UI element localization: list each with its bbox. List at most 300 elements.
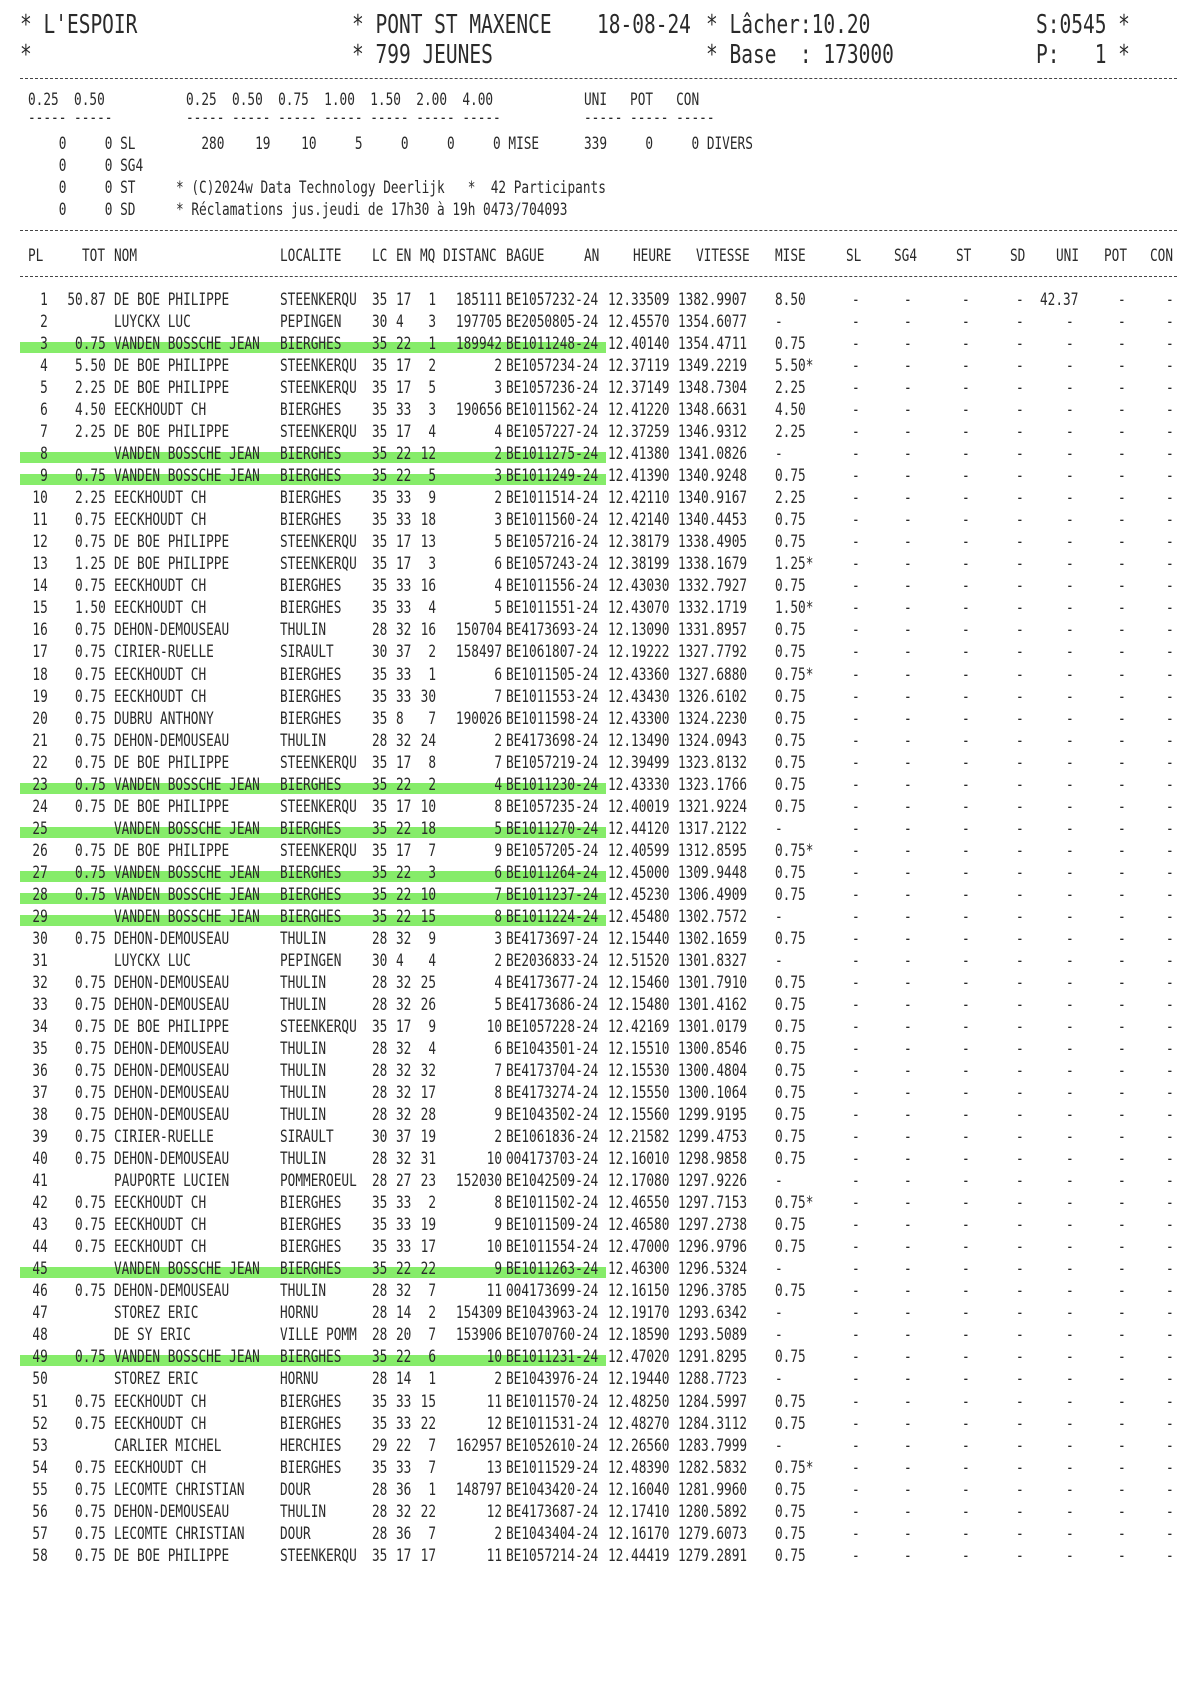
table-row [0,1414,1190,1436]
cell-vit: 1301.7910 [678,972,748,993]
cell-dist: 5 [494,994,502,1015]
cell-bague: BE1057232-24 [506,290,599,310]
cell-en: 36 [396,1523,412,1544]
cell-st: - [962,1479,970,1500]
cell-pl: 10 [32,488,48,509]
cell-lc: 28 [372,1325,388,1346]
cell-sd: - [1016,752,1024,773]
cell-bague: BE1057235-24 [506,796,599,817]
cell-mq: 7 [428,1281,436,1302]
cell-en: 17 [396,290,412,310]
cell-lc: 35 [372,1259,388,1280]
table-row [0,444,1190,466]
cell-heure: 12.15440 [608,928,670,949]
cell-vit: 1338.1679 [678,554,748,575]
cell-sl: - [852,1083,860,1104]
cell-pot: - [1118,1347,1126,1368]
cell-bague: BE4173704-24 [506,1061,599,1082]
cell-uni: - [1066,1435,1074,1456]
cell-sd: - [1016,950,1024,971]
cell-dist: 8 [494,1083,502,1104]
cell-sd: - [1016,554,1024,575]
cell-loc: THULIN [280,1281,327,1302]
table-row [0,532,1190,554]
cell-vit: 1279.6073 [678,1523,748,1544]
cell-sd: - [1016,1016,1024,1037]
cell-dist: 10 [486,1016,502,1037]
cell-sg4: - [904,532,912,553]
cell-vit: 1291.8295 [678,1347,748,1368]
cell-nom: DE BOE PHILIPPE [114,356,230,377]
cell-pl: 54 [32,1457,48,1478]
cell-dist: 12 [486,1413,502,1434]
cell-dist: 3 [494,466,502,487]
cell-st: - [962,334,970,355]
cell-mq: 18 [420,818,436,839]
cell-bague: 004173703-24 [506,1149,599,1170]
cell-loc: STEENKERQU [280,290,357,310]
cell-tot: 0.75 [75,884,106,905]
table-row [0,1303,1190,1325]
cell-con: - [1166,290,1174,310]
cell-bague: BE1011509-24 [506,1215,599,1236]
cell-con: - [1166,1171,1174,1192]
cell-vit: 1338.4905 [678,532,748,553]
cell-loc: THULIN [280,994,327,1015]
cell-mq: 6 [428,1347,436,1368]
cell-nom: EECKHOUDT CH [114,510,207,531]
cell-sd: - [1016,312,1024,333]
cell-en: 4 [396,950,404,971]
cell-sl: - [852,488,860,509]
cell-mq: 7 [428,1523,436,1544]
cell-vit: 1332.1719 [678,598,748,619]
cell-heure: 12.46550 [608,1193,670,1214]
cell-dist: 9 [494,840,502,861]
cell-pot: - [1118,290,1126,310]
cell-sd: - [1016,796,1024,817]
cell-mise: 0.75 [775,708,806,729]
cell-nom: DEHON-DEMOUSEAU [114,1083,230,1104]
cell-vit: 1296.3785 [678,1281,748,1302]
cell-uni: - [1066,1171,1074,1192]
cell-lc: 28 [372,1281,388,1302]
table-row [0,1039,1190,1061]
cell-tot: 0.75 [75,1039,106,1060]
cell-loc: STEENKERQU [280,554,357,575]
cell-en: 22 [396,818,412,839]
cell-sl: - [852,466,860,487]
cell-con: - [1166,1479,1174,1500]
cell-sl: - [852,818,860,839]
cell-pot: - [1118,312,1126,333]
cell-nom: DE BOE PHILIPPE [114,290,230,310]
cell-st: - [962,774,970,795]
cell-pl: 25 [32,818,48,839]
cell-st: - [962,1391,970,1412]
cell-dist: 6 [494,1039,502,1060]
cell-loc: THULIN [280,972,327,993]
cell-vit: 1331.8957 [678,620,748,641]
cell-bague: BE4173697-24 [506,928,599,949]
cell-sg4: - [904,488,912,509]
cell-con: - [1166,950,1174,971]
cell-bague: BE1011275-24 [506,444,599,465]
software-credit: * (C)2024w Data Technology Deerlijk * 42 Participants [176,178,606,198]
cell-nom: LUYCKX LUC [114,950,191,971]
cell-st: - [962,730,970,751]
cell-uni: - [1066,796,1074,817]
cell-nom: DE BOE PHILIPPE [114,1016,230,1037]
cell-bague: BE1043502-24 [506,1105,599,1126]
cell-en: 32 [396,1149,412,1170]
cell-bague: BE1011560-24 [506,510,599,531]
cell-loc: BIERGHES [280,334,342,355]
cell-vit: 1302.1659 [678,928,748,949]
cell-heure: 12.15560 [608,1105,670,1126]
cell-en: 32 [396,1083,412,1104]
cell-pot: - [1118,1391,1126,1412]
cell-pot: - [1118,598,1126,619]
cell-pot: - [1118,1259,1126,1280]
cell-heure: 12.33509 [608,290,670,310]
cell-loc: BIERGHES [280,774,342,795]
cell-sl: - [852,444,860,465]
cell-nom: DE BOE PHILIPPE [114,532,230,553]
race-location: * PONT ST MAXENCE [352,10,552,40]
cell-nom: DEHON-DEMOUSEAU [114,1149,230,1170]
cell-lc: 28 [372,1369,388,1390]
cell-mq: 4 [428,1039,436,1060]
cell-pl: 12 [32,532,48,553]
cell-pl: 31 [32,950,48,971]
cell-uni: - [1066,972,1074,993]
cell-nom: DEHON-DEMOUSEAU [114,1061,230,1082]
cell-vit: 1327.7792 [678,642,748,663]
cell-nom: VANDEN BOSSCHE JEAN [114,1347,260,1368]
cell-sl: - [852,1303,860,1324]
cell-mq: 17 [420,1083,436,1104]
cell-mise: 0.75 [775,510,806,531]
cell-mq: 1 [428,1479,436,1500]
cell-lc: 28 [372,620,388,641]
cell-bague: BE1057205-24 [506,840,599,861]
table-row [0,356,1190,378]
cell-pl: 34 [32,1016,48,1037]
cell-tot: 0.75 [75,972,106,993]
cell-lc: 30 [372,312,388,333]
cell-sg4: - [904,554,912,575]
cell-sl: - [852,598,860,619]
cell-pl: 49 [32,1347,48,1368]
cell-sl: - [852,422,860,443]
cell-nom: EECKHOUDT CH [114,1391,207,1412]
cell-lc: 35 [372,1215,388,1236]
cell-heure: 12.45570 [608,312,670,333]
cell-lc: 28 [372,1303,388,1324]
cell-bague: BE4173274-24 [506,1083,599,1104]
cell-dist: 2 [494,1127,502,1148]
cell-mise: 0.75 [775,1127,806,1148]
cell-dist: 4 [494,972,502,993]
cell-heure: 12.43360 [608,664,670,685]
cell-heure: 12.45000 [608,862,670,883]
cell-dist: 154309 [455,1303,502,1324]
cell-con: - [1166,1016,1174,1037]
cell-lc: 30 [372,642,388,663]
cell-loc: THULIN [280,1105,327,1126]
cell-bague: BE1011553-24 [506,686,599,707]
cell-pl: 1 [40,290,48,310]
cell-mise: - [775,950,783,971]
col-con: CON [1150,246,1174,266]
cell-sl: - [852,1149,860,1170]
cell-sd: - [1016,994,1024,1015]
cell-vit: 1354.6077 [678,312,748,333]
cell-mq: 15 [420,906,436,927]
cell-pot: - [1118,1523,1126,1544]
cell-lc: 35 [372,1391,388,1412]
cell-dist: 2 [494,730,502,751]
cell-sg4: - [904,1127,912,1148]
cell-st: - [962,312,970,333]
cell-loc: STEENKERQU [280,1016,357,1037]
cell-bague: BE1011270-24 [506,818,599,839]
cell-con: - [1166,1061,1174,1082]
cell-loc: STEENKERQU [280,840,357,861]
race-category: * 799 JEUNES [352,40,493,70]
cell-pl: 48 [32,1325,48,1346]
cell-en: 33 [396,1391,412,1412]
cell-bague: BE1011263-24 [506,1259,599,1280]
cell-uni: - [1066,1391,1074,1412]
header-rule [20,78,1177,79]
cell-nom: DEHON-DEMOUSEAU [114,620,230,641]
cell-heure: 12.43430 [608,686,670,707]
cell-st: - [962,356,970,377]
cell-st: - [962,400,970,421]
cell-dist: 2 [494,1369,502,1390]
cell-loc: THULIN [280,1149,327,1170]
cell-pot: - [1118,1016,1126,1037]
cell-uni: - [1066,686,1074,707]
cell-vit: 1299.9195 [678,1105,748,1126]
cell-con: - [1166,598,1174,619]
cell-st: - [962,1193,970,1214]
cell-pl: 39 [32,1127,48,1148]
cell-dist: 10 [486,1347,502,1368]
cell-pl: 44 [32,1237,48,1258]
summary-divers-line: 339 0 0 DIVERS [584,134,753,154]
cell-nom: DE SY ERIC [114,1325,191,1346]
cell-en: 14 [396,1303,412,1324]
cell-dist: 162957 [455,1435,502,1456]
col-localite: LOCALITE [280,246,342,266]
cell-mq: 12 [420,444,436,465]
cell-mq: 2 [428,1193,436,1214]
cell-mq: 7 [428,840,436,861]
release-time: * Lâcher:10.20 [706,10,871,40]
cell-uni: - [1066,576,1074,597]
cell-dist: 4 [494,774,502,795]
cell-lc: 35 [372,796,388,817]
cell-st: - [962,818,970,839]
cell-sg4: - [904,994,912,1015]
table-row [0,1325,1190,1347]
cell-loc: BIERGHES [280,1347,342,1368]
cell-pot: - [1118,334,1126,355]
cell-pl: 33 [32,994,48,1015]
cell-en: 33 [396,1457,412,1478]
cell-bague: BE1052610-24 [506,1435,599,1456]
cell-vit: 1309.9448 [678,862,748,883]
cell-bague: BE1011249-24 [506,466,599,487]
summary-row-sd: 0 0 SD [28,200,136,220]
cell-mise: 0.75 [775,994,806,1015]
cell-uni: - [1066,1325,1074,1346]
cell-pot: - [1118,730,1126,751]
cell-dist: 152030 [455,1171,502,1192]
cell-en: 8 [396,708,404,729]
cell-tot: 0.75 [75,928,106,949]
cell-uni: - [1066,422,1074,443]
cell-en: 22 [396,1347,412,1368]
cell-mq: 3 [428,862,436,883]
cell-mise: 0.75 [775,1523,806,1544]
cell-pl: 57 [32,1523,48,1544]
cell-con: - [1166,334,1174,355]
cell-en: 33 [396,1413,412,1434]
cell-lc: 30 [372,1127,388,1148]
cell-bague: BE1057216-24 [506,532,599,553]
cell-dist: 11 [486,1391,502,1412]
cell-st: - [962,1215,970,1236]
cell-vit: 1317.2122 [678,818,748,839]
cell-pl: 37 [32,1083,48,1104]
cell-bague: BE1011554-24 [506,1237,599,1258]
cell-sg4: - [904,620,912,641]
cell-vit: 1323.1766 [678,774,748,795]
cell-en: 4 [396,312,404,333]
cell-con: - [1166,796,1174,817]
cell-mq: 13 [420,532,436,553]
cell-pl: 9 [40,466,48,487]
cell-heure: 12.16170 [608,1523,670,1544]
cell-en: 17 [396,356,412,377]
cell-mise: 0.75 [775,1237,806,1258]
cell-uni: - [1066,598,1074,619]
cell-uni: - [1066,1413,1074,1434]
cell-en: 22 [396,774,412,795]
summary-row-sl: 0 0 SL [28,134,136,154]
col-an: AN [584,246,600,266]
cell-pot: - [1118,752,1126,773]
cell-pot: - [1118,1545,1126,1566]
cell-dist: 4 [494,422,502,443]
cell-heure: 12.15550 [608,1083,670,1104]
cell-st: - [962,422,970,443]
cell-bague: BE1043420-24 [506,1479,599,1500]
cell-pl: 43 [32,1215,48,1236]
cell-mise: 0.75 [775,730,806,751]
cell-nom: LUYCKX LUC [114,312,191,333]
cell-dist: 12 [486,1501,502,1522]
cell-loc: BIERGHES [280,1391,342,1412]
cell-tot: 0.75 [75,1545,106,1566]
cell-en: 32 [396,1281,412,1302]
cell-tot: 0.75 [75,708,106,729]
cell-st: - [962,1413,970,1434]
col-st: ST [956,246,972,266]
cell-nom: DEHON-DEMOUSEAU [114,994,230,1015]
cell-sd: - [1016,1369,1024,1390]
table-row [0,1061,1190,1083]
cell-mq: 17 [420,1545,436,1566]
cell-st: - [962,1501,970,1522]
cell-st: - [962,1435,970,1456]
table-row [0,929,1190,951]
cell-st: - [962,290,970,310]
cell-mise: 0.75 [775,1501,806,1522]
cell-sg4: - [904,1171,912,1192]
cell-loc: SIRAULT [280,1127,334,1148]
cell-dist: 190026 [455,708,502,729]
cell-st: - [962,1149,970,1170]
cell-heure: 12.37149 [608,378,670,399]
cell-bague: BE1057214-24 [506,1545,599,1566]
cell-vit: 1297.2738 [678,1215,748,1236]
cell-st: - [962,862,970,883]
cell-pl: 17 [32,642,48,663]
cell-sl: - [852,1457,860,1478]
cell-dist: 6 [494,862,502,883]
cell-mise: - [775,906,783,927]
table-row [0,797,1190,819]
cell-mq: 8 [428,752,436,773]
col-sl: SL [846,246,862,266]
cell-pot: - [1118,576,1126,597]
cell-mise: - [775,444,783,465]
cell-st: - [962,620,970,641]
cell-en: 32 [396,1105,412,1126]
cell-uni: - [1066,1105,1074,1126]
cell-st: - [962,1039,970,1060]
cell-bague: BE1011570-24 [506,1391,599,1412]
cell-mq: 16 [420,620,436,641]
cell-tot: 0.75 [75,840,106,861]
cell-con: - [1166,994,1174,1015]
cell-pl: 52 [32,1413,48,1434]
cell-heure: 12.40019 [608,796,670,817]
table-row [0,973,1190,995]
cell-con: - [1166,1127,1174,1148]
cell-lc: 35 [372,906,388,927]
cell-en: 22 [396,466,412,487]
cell-nom: EECKHOUDT CH [114,1215,207,1236]
cell-dist: 4 [494,576,502,597]
cell-pot: - [1118,356,1126,377]
cell-dist: 5 [494,598,502,619]
cell-heure: 12.13490 [608,730,670,751]
cell-nom: VANDEN BOSSCHE JEAN [114,334,260,355]
cell-sl: - [852,1523,860,1544]
cell-heure: 12.26560 [608,1435,670,1456]
cell-loc: THULIN [280,1501,327,1522]
cell-sg4: - [904,972,912,993]
cell-tot: 0.75 [75,1061,106,1082]
cell-en: 33 [396,488,412,509]
cell-en: 22 [396,1435,412,1456]
